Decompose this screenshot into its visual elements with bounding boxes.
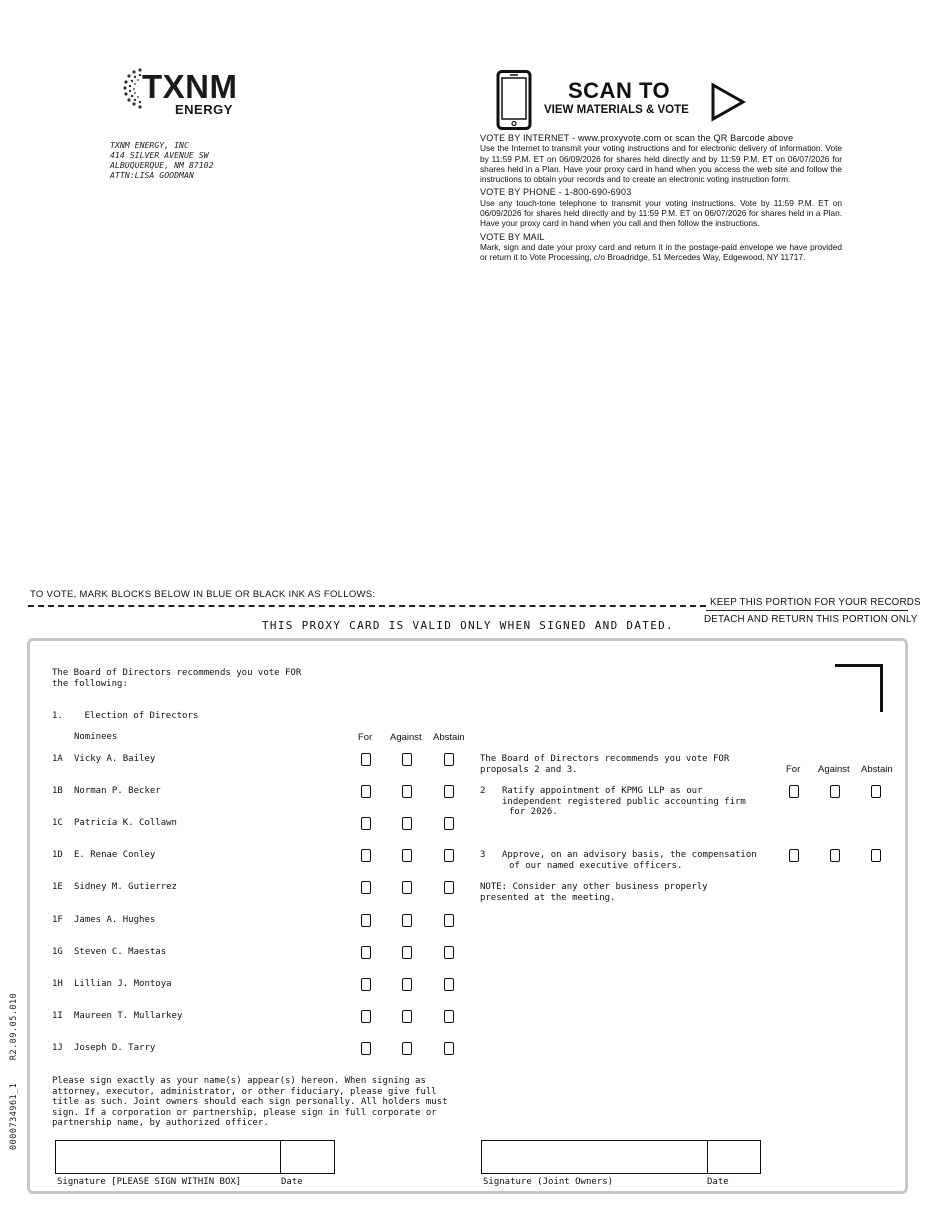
proposal-2-number: 2 xyxy=(480,786,486,796)
vote-phone-text: Use any touch-tone telephone to transmit your voting instructions. Vote by 11:59 P.M. ET on 06/09/2026 for shares held directly and by 11:59 P.M. ET on 06/07/2026 for shares held in a Plan. Have your proxy card in hand when you call and then follow the instructions. xyxy=(480,197,842,229)
abstain-checkbox[interactable] xyxy=(444,978,454,991)
board-recommendation-2 xyxy=(480,754,729,775)
nominee-name: Norman P. Becker xyxy=(74,786,161,796)
signature-label: Signature [PLEASE SIGN WITHIN BOX] xyxy=(57,1177,242,1187)
joint-signature-date-divider xyxy=(707,1141,708,1173)
abstain-checkbox[interactable] xyxy=(444,881,454,894)
mark-instructions: TO VOTE, MARK BLOCKS BELOW IN BLUE OR BLACK INK AS FOLLOWS: xyxy=(30,589,376,600)
return-address xyxy=(110,140,214,180)
vote-phone-heading: VOTE BY PHONE - 1-800-690-6903 xyxy=(480,187,632,198)
signature-date-divider xyxy=(280,1141,281,1173)
note-line: NOTE: Consider any other business properly xyxy=(480,882,708,892)
nominee-id: 1E xyxy=(52,882,63,892)
against-checkbox[interactable] xyxy=(402,881,412,894)
proposal-line: Approve, on an advisory basis, the compensation xyxy=(502,850,757,860)
against-checkbox[interactable] xyxy=(402,753,412,766)
proposal-3-abstain-checkbox[interactable] xyxy=(871,849,881,862)
col-abstain: Abstain xyxy=(433,732,465,743)
recommend-line: proposals 2 and 3. xyxy=(480,764,578,775)
col-abstain-2: Abstain xyxy=(861,764,893,775)
sign-line: partnership name, by authorized officer. xyxy=(52,1118,269,1128)
keep-divider xyxy=(706,610,908,611)
voting-instructions xyxy=(480,133,842,263)
side-document-code: 0000734961_1 R2.09.05.010 xyxy=(9,992,19,1150)
for-checkbox[interactable] xyxy=(361,946,371,959)
proposal-2-text xyxy=(502,786,746,818)
nominee-name: Lillian J. Montoya xyxy=(74,979,172,989)
play-arrow-icon xyxy=(710,82,746,122)
txnm-logo xyxy=(120,62,250,122)
proposal-3-number: 3 xyxy=(480,850,486,860)
abstain-checkbox[interactable] xyxy=(444,753,454,766)
logo-wordmark: TXNM xyxy=(142,68,238,105)
nominee-name: Joseph D. Tarry xyxy=(74,1043,156,1053)
item-1-heading: 1. Election of Directors xyxy=(52,711,199,721)
recommend-line: The Board of Directors recommends you vote FOR xyxy=(480,754,730,764)
against-checkbox[interactable] xyxy=(402,978,412,991)
recommend-line: the following: xyxy=(52,678,128,689)
proposal-2-for-checkbox[interactable] xyxy=(789,785,799,798)
proposal-line: independent registered public accounting firm xyxy=(502,796,746,807)
address-line: ALBUQUERQUE, NM 87102 xyxy=(110,160,214,170)
nominee-id: 1D xyxy=(52,850,63,860)
against-checkbox[interactable] xyxy=(402,914,412,927)
abstain-checkbox[interactable] xyxy=(444,817,454,830)
proposal-line: of our named executive officers. xyxy=(509,860,683,871)
nominee-id: 1J xyxy=(52,1043,63,1053)
abstain-checkbox[interactable] xyxy=(444,785,454,798)
nominees-label: Nominees xyxy=(74,732,118,742)
nominee-name: Patricia K. Collawn xyxy=(74,818,177,828)
for-checkbox[interactable] xyxy=(361,978,371,991)
board-recommendation-1 xyxy=(52,668,301,689)
scan-title: SCAN TO xyxy=(568,78,671,103)
nominee-name: Sidney M. Gutierrez xyxy=(74,882,177,892)
nominee-name: James A. Hughes xyxy=(74,915,156,925)
for-checkbox[interactable] xyxy=(361,914,371,927)
sign-line: title as such. Joint owners should each sign personally. All holders must xyxy=(52,1097,448,1107)
sign-instructions xyxy=(52,1076,448,1129)
scan-subtitle: VIEW MATERIALS & VOTE xyxy=(544,104,689,116)
against-checkbox[interactable] xyxy=(402,1042,412,1055)
address-line: ATTN:LISA GOODMAN xyxy=(110,170,194,180)
against-checkbox[interactable] xyxy=(402,1010,412,1023)
proposal-3-text xyxy=(502,850,757,871)
against-checkbox[interactable] xyxy=(402,946,412,959)
abstain-checkbox[interactable] xyxy=(444,1042,454,1055)
nominee-id: 1A xyxy=(52,754,63,764)
for-checkbox[interactable] xyxy=(361,817,371,830)
against-checkbox[interactable] xyxy=(402,849,412,862)
vote-mail-text: Mark, sign and date your proxy card and return it in the postage-paid envelope we have provided or return it to Vote Processing, c/o Broadridge, 51 Mercedes Way, Edgewood, NY 11717. xyxy=(480,241,842,263)
col-for: For xyxy=(358,732,373,743)
detach-portion-label: DETACH AND RETURN THIS PORTION ONLY xyxy=(704,614,918,625)
for-checkbox[interactable] xyxy=(361,785,371,798)
proposal-2-against-checkbox[interactable] xyxy=(830,785,840,798)
col-against-2: Against xyxy=(818,764,850,775)
nominee-id: 1G xyxy=(52,947,63,957)
proposal-3-for-checkbox[interactable] xyxy=(789,849,799,862)
joint-signature-label: Signature (Joint Owners) xyxy=(483,1177,614,1187)
note-text xyxy=(480,882,708,903)
logo-subtitle: ENERGY xyxy=(175,102,233,117)
nominee-name: Maureen T. Mullarkey xyxy=(74,1011,183,1021)
proposal-line: Ratify appointment of KPMG LLP as our xyxy=(502,786,703,796)
nominee-id: 1I xyxy=(52,1011,63,1021)
nominee-id: 1F xyxy=(52,915,63,925)
signature-box[interactable] xyxy=(55,1140,335,1174)
proposal-3-against-checkbox[interactable] xyxy=(830,849,840,862)
col-for-2: For xyxy=(786,764,801,775)
corner-mark xyxy=(835,664,883,712)
nominee-id: 1H xyxy=(52,979,63,989)
for-checkbox[interactable] xyxy=(361,1010,371,1023)
against-checkbox[interactable] xyxy=(402,785,412,798)
for-checkbox[interactable] xyxy=(361,881,371,894)
nominee-id: 1C xyxy=(52,818,63,828)
nominee-name: Steven C. Maestas xyxy=(74,947,167,957)
detach-dashed-line xyxy=(28,605,706,607)
recommend-line: The Board of Directors recommends you vote FOR xyxy=(52,668,302,678)
date-label: Date xyxy=(281,1177,303,1187)
col-against: Against xyxy=(390,732,422,743)
abstain-checkbox[interactable] xyxy=(444,1010,454,1023)
for-checkbox[interactable] xyxy=(361,753,371,766)
keep-portion-label: KEEP THIS PORTION FOR YOUR RECORDS xyxy=(710,597,921,608)
proposal-line: for 2026. xyxy=(509,807,558,817)
against-checkbox[interactable] xyxy=(402,817,412,830)
joint-signature-box[interactable] xyxy=(481,1140,761,1174)
vote-internet-text: Use the Internet to transmit your voting instructions and for electronic delivery of information. Vote by 11:59 P.M. ET on 06/09/2026 for shares held directly and by 11:59 P.M. ET on 06/07/2026 for shares held in a Plan. Have your proxy card in hand when you access the web site and follow the instructions to obtain your records and to create an electronic voting instruction form. xyxy=(480,143,842,185)
valid-notice: THIS PROXY CARD IS VALID ONLY WHEN SIGNED AND DATED. xyxy=(262,619,674,632)
sign-line: attorney, executor, administrator, or other fiduciary, please give full xyxy=(52,1086,437,1097)
abstain-checkbox[interactable] xyxy=(444,946,454,959)
sign-line: sign. If a corporation or partnership, please sign in full corporate or xyxy=(52,1107,437,1118)
proposal-2-abstain-checkbox[interactable] xyxy=(871,785,881,798)
sign-line: Please sign exactly as your name(s) appear(s) hereon. When signing as xyxy=(52,1076,426,1086)
for-checkbox[interactable] xyxy=(361,1042,371,1055)
nominee-id: 1B xyxy=(52,786,63,796)
abstain-checkbox[interactable] xyxy=(444,849,454,862)
nominee-name: E. Renae Conley xyxy=(74,850,156,860)
for-checkbox[interactable] xyxy=(361,849,371,862)
vote-mail-heading: VOTE BY MAIL xyxy=(480,231,545,242)
note-line: presented at the meeting. xyxy=(480,892,616,903)
address-line: TXNM ENERGY, INC xyxy=(110,140,189,150)
smartphone-icon xyxy=(496,70,532,130)
address-line: 414 SILVER AVENUE SW xyxy=(110,150,209,160)
joint-date-label: Date xyxy=(707,1177,729,1187)
nominee-name: Vicky A. Bailey xyxy=(74,754,156,764)
vote-internet-heading: VOTE BY INTERNET - www.proxyvote.com or scan the QR Barcode above xyxy=(480,133,794,143)
abstain-checkbox[interactable] xyxy=(444,914,454,927)
